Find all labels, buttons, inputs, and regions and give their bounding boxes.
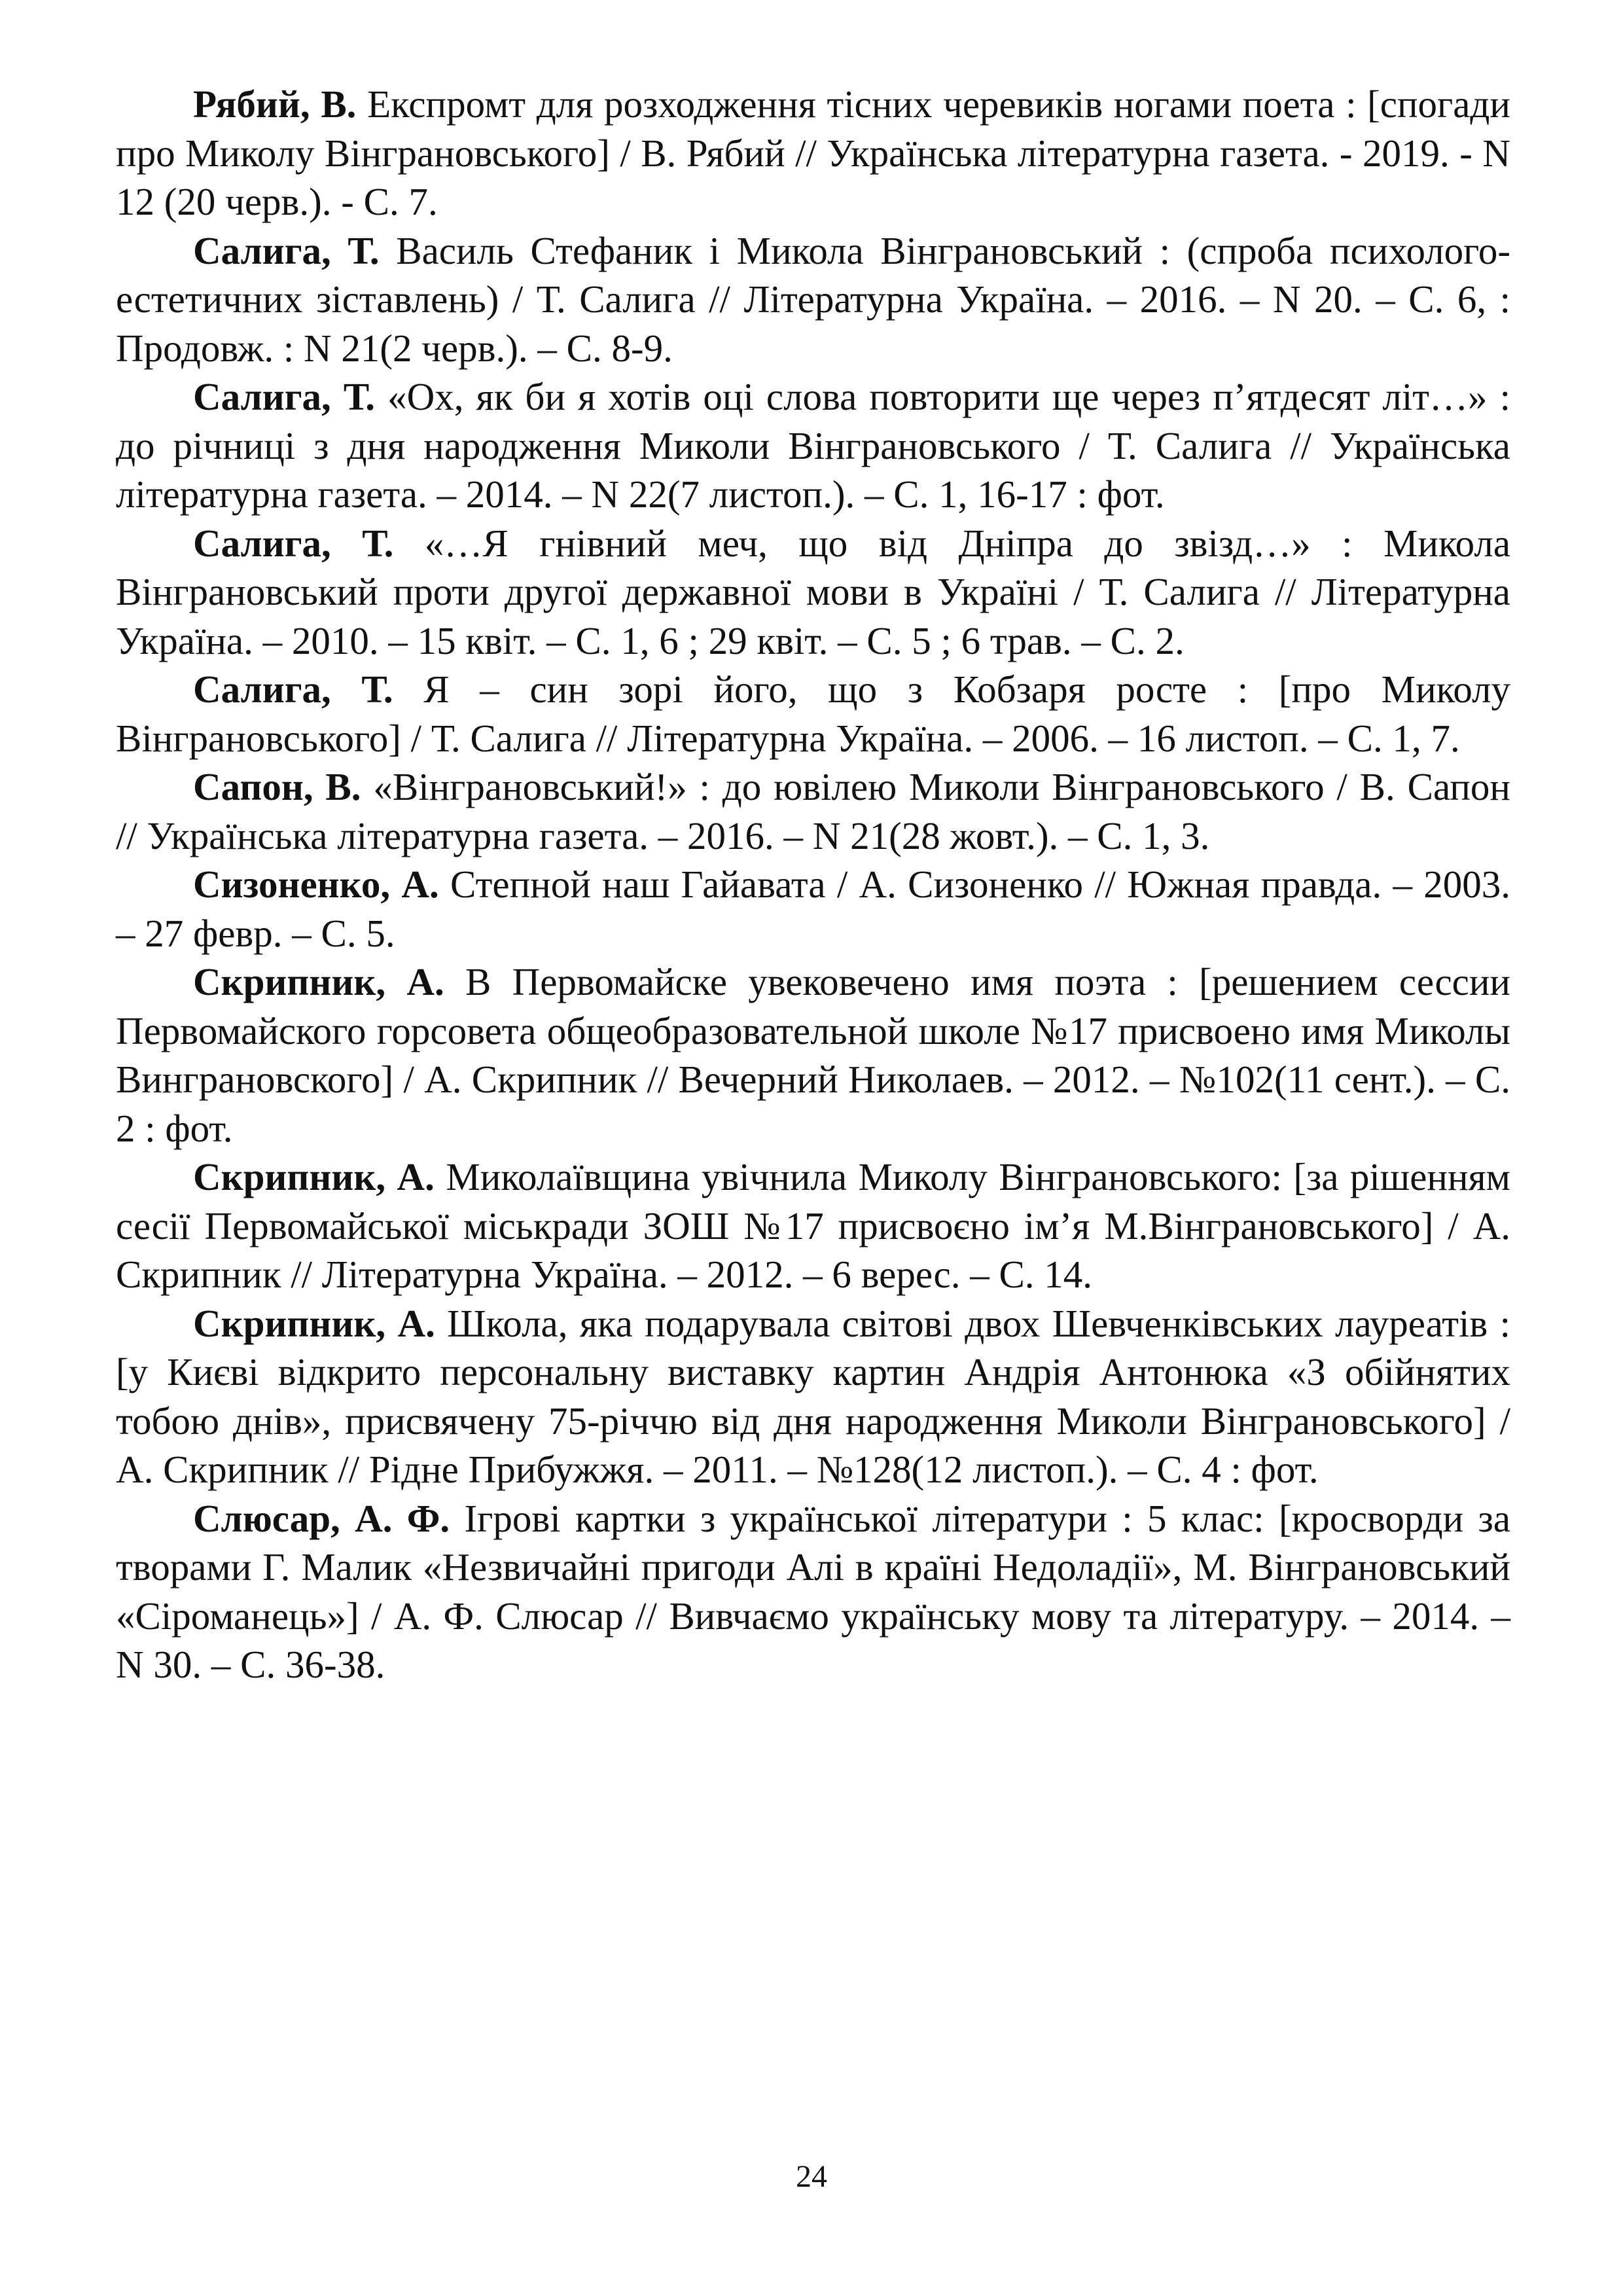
entry-text: Експромт для розходження тісних черевиків ногами поета : [спогади про Миколу Вінграновського] / В. Рябий // Українська літературна газета. - 2019. - N 12 (20 черв.). - С. 7.: [116, 82, 1510, 223]
entry-text: Я – син зорі його, що з Кобзаря росте : [про Миколу Вінграновського] / Т. Салига // Літературна Україна. – 2006. – 16 листоп. – С. 1, 7.: [116, 668, 1510, 760]
bibliography-entry: [116, 762, 1510, 860]
bibliography-entry: [116, 80, 1510, 226]
entry-author: Салига, Т.: [193, 375, 376, 418]
bibliography-page: [116, 80, 1510, 1689]
entry-author: Скрипник, А.: [193, 1301, 435, 1345]
bibliography-entry: [116, 1153, 1510, 1299]
entry-author: Салига, Т.: [193, 228, 380, 272]
entry-text: «…Я гнівний меч, що від Дніпра до звізд…» : Микола Вінграновський проти другої державної мови в Україні / Т. Салига // Літературна Україна. – 2010. – 15 квіт. – С. 1, 6 ; 29 квіт. – С. 5 ; 6 трав. – С. 2.: [116, 521, 1511, 662]
entry-text: Ігрові картки з української літератури : 5 клас: [кросворди за творами Г. Малик «Незвичайні пригоди Алі в країні Недоладії», М. Вінграновський «Сіроманець»] / А. Ф. Слюсар // Вивчаємо українську мову та літературу. – 2014. – N 30. – С. 36-38.: [116, 1496, 1511, 1686]
bibliography-entry: [116, 860, 1510, 958]
bibliography-entry: [116, 1494, 1510, 1689]
bibliography-entry: [116, 372, 1510, 519]
entry-author: Слюсар, А. Ф.: [193, 1496, 450, 1540]
bibliography-entry: [116, 665, 1510, 762]
entry-author: Сапон, В.: [193, 765, 361, 808]
entry-text: Василь Стефаник і Микола Вінграновський : (спроба психолого-естетичних зіставлень) / Т. Салига // Літературна Україна. – 2016. – N 20. – С. 6, : Продовж. : N 21(2 черв.). – С. 8-9.: [116, 228, 1510, 370]
entry-author: Скрипник, А.: [193, 1155, 435, 1198]
page-number: 24: [796, 2159, 827, 2194]
entry-author: Скрипник, А.: [193, 960, 444, 1003]
bibliography-entry: [116, 226, 1510, 373]
entry-text: Школа, яка подарувала світові двох Шевченківських лауреатів : [у Києві відкрито персональну виставку картин Андрія Антонюка «З обійнятих тобою днів», присвячену 75-річчю від дня народження Миколи Вінграновського] / А. Скрипник // Рідне Прибужжя. – 2011. – №128(12 листоп.). – С. 4 : фот.: [116, 1301, 1511, 1491]
entry-author: Салига, Т.: [193, 521, 394, 565]
entry-text: «Ох, як би я хотів оці слова повторити ще через п’ятдесят літ…» : до річниці з дня народження Миколи Вінграновського / Т. Салига // Українська літературна газета. – 2014. – N 22(7 листоп.). – С. 1, 16-17 : фот.: [116, 375, 1511, 516]
entry-text: В Первомайске увековечено имя поэта : [решением сессии Первомайского горсовета общеобразовательной школе №17 присвоено имя Миколы Вингpaновского] / А. Скрипник // Вечерний Николаев. – 2012. – №102(11 сент.). – С. 2 : фот.: [116, 960, 1511, 1150]
bibliography-entry: [116, 958, 1510, 1153]
bibliography-entry: [116, 1299, 1510, 1494]
entry-author: Салига, Т.: [193, 668, 393, 711]
entry-author: Рябий, В.: [193, 82, 357, 126]
bibliography-entry: [116, 519, 1510, 666]
entry-text: Степной наш Гайавата / А. Сизоненко // Южная правда. – 2003. – 27 февр. – С. 5.: [116, 863, 1511, 955]
entry-text: Миколаївщина увічнила Миколу Вінграновського: [за рішенням сесії Первомайської міськради ЗОШ №17 присвоєно ім’я М.Вінграновського] / А. Скрипник // Літературна Україна. – 2012. – 6 верес. – С. 14.: [116, 1155, 1511, 1296]
entry-text: «Вінграновський!» : до ювілею Миколи Вінграновського / В. Сапон // Українська літературна газета. – 2016. – N 21(28 жовт.). – С. 1, 3.: [116, 765, 1511, 857]
entry-author: Сизоненко, А.: [193, 863, 439, 906]
